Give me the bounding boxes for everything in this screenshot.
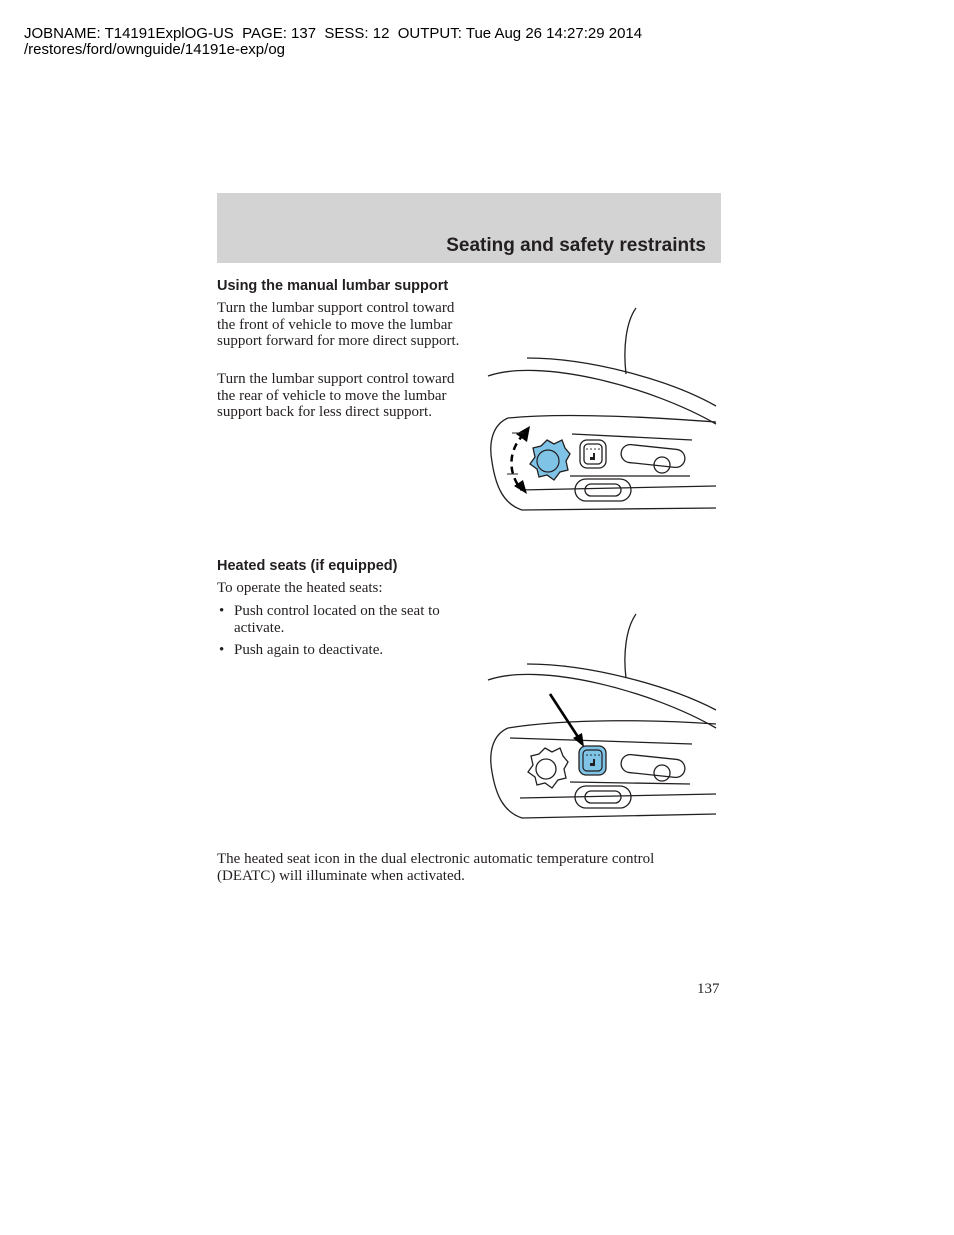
job-path-line: /restores/ford/ownguide/14191e-exp/og	[24, 41, 286, 58]
heated-seats-intro: To operate the heated seats:	[217, 580, 383, 596]
section-title: Seating and safety restraints	[446, 235, 706, 256]
heated-seats-steps	[217, 603, 467, 665]
lumbar-paragraph-2: Turn the lumbar support control toward the rear of vehicle to move the lumbar support back for less direct support.	[217, 371, 455, 420]
heated-seat-control-illustration	[480, 610, 720, 830]
job-info-line: JOBNAME: T14191ExplOG-US PAGE: 137 SESS: 12 OUTPUT: Tue Aug 26 14:27:29 2014	[24, 25, 643, 42]
heated-seats-heading: Heated seats (if equipped)	[217, 558, 398, 574]
lumbar-heading: Using the manual lumbar support	[217, 278, 449, 294]
lumbar-control-illustration	[480, 300, 720, 520]
list-item: • Push control located on the seat to activate.	[217, 603, 467, 636]
pointer-arrow-icon	[550, 694, 580, 740]
list-item: • Push again to deactivate.	[217, 642, 467, 659]
section-header-band	[217, 193, 721, 263]
lumbar-paragraph-1: Turn the lumbar support control toward the front of vehicle to move the lumbar support forward for more direct support.	[217, 300, 460, 349]
rotate-arrow-icon	[511, 434, 524, 488]
deatc-note: The heated seat icon in the dual electronic automatic temperature control (DEATC) will illuminate when activated.	[217, 851, 655, 884]
page-number: 137	[697, 981, 720, 997]
job-header	[24, 26, 642, 58]
